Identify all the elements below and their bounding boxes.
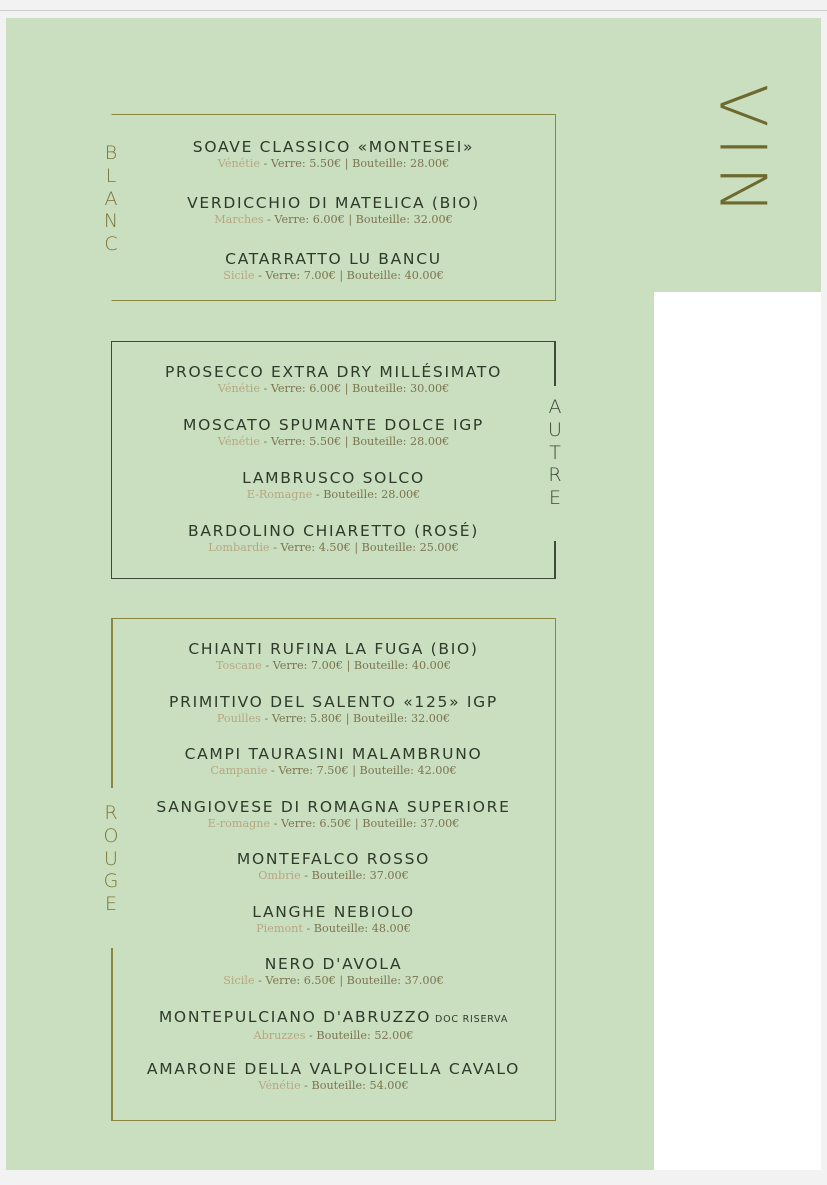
wine-name-text: PROSECCO EXTRA DRY MILLÉSIMATO: [165, 363, 502, 381]
wine-name: [111, 903, 556, 922]
wine-region: Abruzzes: [253, 1028, 306, 1042]
section-blanc: [103, 114, 556, 302]
wine-region: Piemont: [256, 921, 303, 935]
wine-name: [111, 745, 556, 764]
wine-prices: - Bouteille: 54.00€: [300, 1079, 409, 1092]
wine-item: [111, 250, 556, 283]
wine-detail: [111, 213, 556, 227]
wine-name: [111, 522, 556, 541]
wine-prices: - Verre: 5.80€ | Bouteille: 32.00€: [260, 711, 451, 725]
wine-region: Sicile: [223, 974, 255, 987]
side-panel: [654, 18, 821, 1170]
wine-region: Lombardie: [208, 541, 270, 554]
wine-detail: [111, 817, 556, 831]
wine-name-text: MOSCATO SPUMANTE DOLCE IGP: [183, 416, 484, 434]
wine-name-text: CATARRATTO LU BANCU: [225, 250, 442, 268]
section-label-letter: R: [104, 802, 118, 824]
section-label-letter: A: [104, 187, 118, 210]
wine-prices: - Verre: 6.00€ | Bouteille: 32.00€: [263, 213, 453, 226]
wine-name: [111, 416, 556, 435]
wine-detail: [111, 157, 556, 171]
wine-detail: [111, 922, 556, 936]
section-label-letter: T: [549, 441, 561, 464]
wine-name: [111, 469, 556, 488]
wine-detail: [111, 488, 556, 502]
wine-prices: - Verre: 6.50€ | Bouteille: 37.00€: [270, 816, 460, 830]
wine-prices: - Bouteille: 52.00€: [305, 1028, 414, 1042]
wine-name: [111, 363, 556, 382]
wine-name-suffix: DOC RISERVA: [431, 1013, 509, 1025]
wine-item: [111, 522, 556, 555]
wine-region: Sicile: [223, 269, 255, 282]
wine-name-text: MONTEPULCIANO D'ABRUZZO: [158, 1007, 432, 1026]
wine-region: Vénétie: [217, 382, 260, 395]
menu-page: [6, 18, 654, 1170]
wine-name: [111, 955, 556, 974]
wine-item: [111, 798, 556, 831]
section-autre: [111, 341, 562, 581]
wine-detail: [111, 659, 556, 673]
section-label-letter: C: [104, 233, 118, 256]
section-label-letter: L: [105, 164, 117, 187]
wine-item: [111, 1060, 556, 1093]
wine-detail: [111, 382, 556, 396]
wine-detail: [111, 269, 556, 283]
wine-detail: [111, 712, 556, 726]
wine-item: [111, 693, 556, 726]
wine-item: [111, 194, 556, 227]
vin-title: VIN: [704, 83, 778, 225]
wine-detail: [111, 435, 556, 449]
wine-detail: [111, 869, 556, 883]
wine-name: [111, 250, 556, 269]
section-label-letter: R: [548, 464, 562, 487]
section-label-letter: U: [104, 847, 118, 870]
wine-item: [111, 138, 556, 171]
wine-region: E-romagne: [207, 816, 271, 830]
wine-name: [111, 798, 556, 817]
section-label-letter: A: [548, 396, 562, 418]
wine-item: [111, 469, 556, 502]
wine-name-text: PRIMITIVO DEL SALENTO «125» IGP: [169, 692, 498, 711]
wine-region: Ombrie: [258, 869, 301, 882]
wine-region: Campanie: [210, 764, 268, 777]
wine-item: [111, 640, 556, 673]
vin-title-wrap: [696, 74, 786, 234]
section-label-letter: E: [548, 487, 561, 510]
wine-detail: [111, 764, 556, 778]
wine-prices: - Verre: 7.50€ | Bouteille: 42.00€: [267, 764, 457, 777]
wine-prices: - Bouteille: 28.00€: [312, 488, 421, 501]
wine-item: [111, 745, 556, 778]
wine-name-text: CAMPI TAURASINI MALAMBRUNO: [184, 745, 483, 763]
wine-name-text: BARDOLINO CHIARETTO (ROSÉ): [188, 522, 479, 540]
wine-item: [111, 1008, 556, 1043]
wine-region: Vénétie: [217, 157, 260, 170]
wine-name-text: MONTEFALCO ROSSO: [236, 850, 431, 868]
wine-name: [111, 640, 556, 659]
wine-name: [111, 1060, 556, 1079]
wine-prices: - Verre: 6.00€ | Bouteille: 30.00€: [259, 382, 450, 395]
wine-item: [111, 363, 556, 396]
wine-name-text: CHIANTI RUFINA LA FUGA (BIO): [188, 640, 479, 658]
wine-prices: - Verre: 6.50€ | Bouteille: 37.00€: [254, 974, 444, 987]
wine-region: Pouilles: [216, 711, 261, 725]
wine-name: [111, 693, 556, 712]
wine-prices: - Bouteille: 37.00€: [300, 869, 409, 882]
wine-item: [111, 850, 556, 883]
wine-name-text: NERO D'AVOLA: [264, 955, 403, 973]
section-label-letter: N: [103, 210, 119, 233]
wine-prices: - Verre: 4.50€ | Bouteille: 25.00€: [269, 541, 459, 554]
wine-name-text: VERDICCHIO DI MATELICA (BIO): [187, 194, 480, 212]
section-label-letter: G: [103, 870, 119, 893]
wine-region: Vénétie: [258, 1079, 301, 1092]
section-label-letter: U: [548, 418, 562, 441]
wine-prices: - Verre: 5.50€ | Bouteille: 28.00€: [259, 435, 450, 448]
wine-region: E-Romagne: [246, 488, 313, 501]
wine-detail: [111, 1029, 556, 1043]
wine-name: [111, 194, 556, 213]
wine-region: Toscane: [215, 659, 262, 672]
wine-prices: - Verre: 5.50€ | Bouteille: 28.00€: [259, 157, 450, 170]
wine-name-text: SOAVE CLASSICO «MONTESEI»: [192, 138, 475, 156]
wine-item: [111, 955, 556, 988]
wine-detail: [111, 974, 556, 988]
section-rouge: [103, 618, 556, 1123]
wine-name: [111, 138, 556, 157]
wine-detail: [111, 1079, 556, 1093]
vin-banner: [654, 18, 821, 292]
section-label-letter: B: [104, 142, 118, 164]
wine-prices: - Verre: 7.00€ | Bouteille: 40.00€: [254, 269, 444, 282]
wine-region: Vénétie: [217, 435, 260, 448]
wine-name: [111, 1008, 556, 1029]
wine-item: [111, 416, 556, 449]
wine-name: [111, 850, 556, 869]
wine-region: Marches: [214, 213, 264, 226]
wine-name-text: LANGHE NEBIOLO: [252, 902, 415, 921]
section-label-letter: O: [103, 824, 119, 847]
wine-prices: - Bouteille: 48.00€: [302, 921, 411, 935]
wine-detail: [111, 541, 556, 555]
wine-item: [111, 903, 556, 936]
wine-prices: - Verre: 7.00€ | Bouteille: 40.00€: [261, 659, 452, 672]
wine-name-text: SANGIOVESE DI ROMAGNA SUPERIORE: [156, 797, 511, 816]
wine-name-text: LAMBRUSCO SOLCO: [242, 469, 425, 487]
top-divider: [0, 10, 827, 11]
wine-name-text: AMARONE DELLA VALPOLICELLA CAVALO: [146, 1060, 521, 1078]
section-label-letter: E: [104, 893, 117, 916]
